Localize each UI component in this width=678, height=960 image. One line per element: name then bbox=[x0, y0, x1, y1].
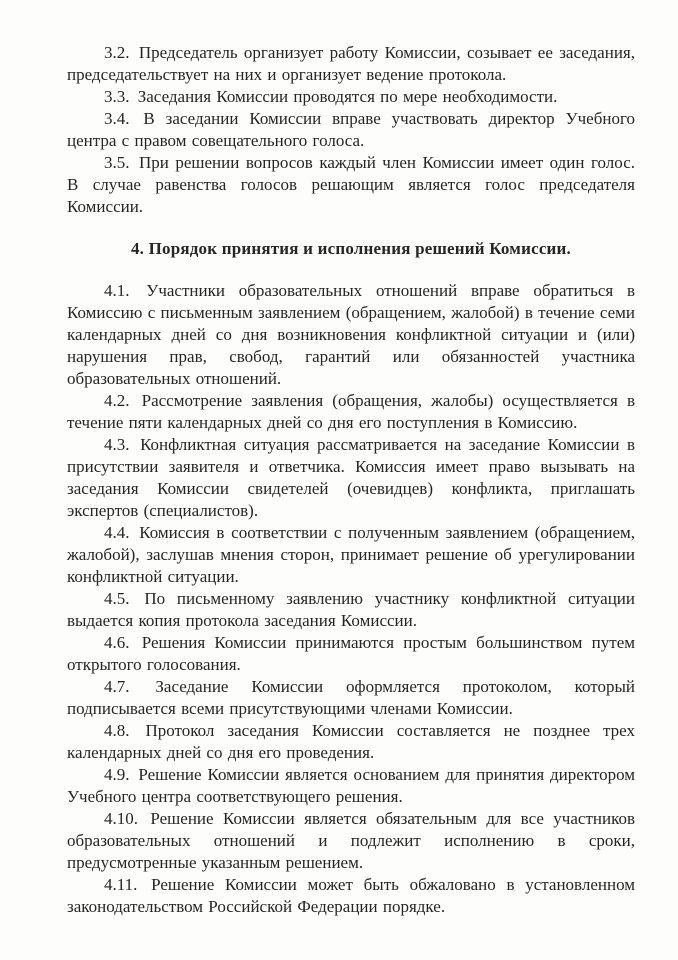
paragraph-text: Председатель организует работу Комиссии, созывает ее заседания, председательствует на них и организует ведение протокола. bbox=[67, 43, 635, 84]
paragraph-3-5 bbox=[67, 152, 635, 218]
paragraph-number: 3.2. bbox=[104, 43, 130, 62]
paragraph-text: По письменному заявлению участнику конфликтной ситуации выдается копия протокола заседания Комиссии. bbox=[67, 589, 635, 630]
paragraph-number: 4.3. bbox=[104, 435, 130, 454]
paragraph-text: Заседание Комиссии оформляется протоколом, который подписывается всеми присутствующими членами Комиссии. bbox=[67, 677, 636, 718]
paragraph-number: 4.4. bbox=[104, 523, 130, 542]
paragraph-number: 4.8. bbox=[104, 721, 130, 740]
paragraph-number: 4.11. bbox=[104, 875, 138, 894]
paragraph-4-5 bbox=[67, 588, 635, 632]
paragraph-3-2 bbox=[67, 42, 635, 86]
paragraph-number: 4.9. bbox=[104, 765, 130, 784]
paragraph-text: Рассмотрение заявления (обращения, жалобы) осуществляется в течение пяти календарных дней со дня его поступления в Комиссию. bbox=[67, 391, 635, 432]
paragraph-3-3 bbox=[67, 86, 635, 108]
paragraph-number: 3.3. bbox=[104, 87, 130, 106]
paragraph-number: 4.5. bbox=[104, 589, 130, 608]
paragraph-4-4 bbox=[67, 522, 635, 588]
paragraph-number: 4.2. bbox=[104, 391, 130, 410]
paragraph-text: Участники образовательных отношений вправе обратиться в Комиссию с письменным заявлением (обращением, жалобой) в течение семи календарных дней со дня возникновения конфликтной ситуации и (или) нарушения прав, свобод, гарантий или обязанностей участника образовательных отношений. bbox=[67, 281, 635, 388]
paragraph-text: При решении вопросов каждый член Комиссии имеет один голос. В случае равенства голосов решающим является голос председателя Комиссии. bbox=[67, 153, 636, 216]
paragraph-number: 3.4. bbox=[104, 109, 130, 128]
paragraph-4-3 bbox=[67, 434, 635, 522]
paragraph-4-11 bbox=[67, 874, 635, 918]
paragraph-text: Конфликтная ситуация рассматривается на заседание Комиссии в присутствии заявителя и ответчика. Комиссия имеет право вызывать на заседания Комиссии свидетелей (очевидцев) конфликта, приглашать экспертов (специалистов). bbox=[67, 435, 636, 520]
paragraph-4-10 bbox=[67, 808, 635, 874]
paragraph-text: Комиссия в соответствии с полученным заявлением (обращением, жалобой), заслушав мнения сторон, принимает решение об урегулировании конфликтной ситуации. bbox=[67, 523, 636, 586]
paragraph-number: 4.1. bbox=[104, 281, 130, 300]
paragraph-text: Заседания Комиссии проводятся по мере необходимости. bbox=[137, 87, 558, 106]
paragraph-4-6 bbox=[67, 632, 635, 676]
section-4-heading: 4. Порядок принятия и исполнения решений Комиссии. bbox=[130, 239, 571, 258]
paragraph-4-1 bbox=[67, 280, 635, 390]
paragraph-4-8 bbox=[67, 720, 635, 764]
paragraph-text: Решения Комиссии принимаются простым большинством путем открытого голосования. bbox=[67, 633, 635, 674]
paragraph-number: 4.6. bbox=[104, 633, 130, 652]
paragraph-text: Решение Комиссии может быть обжаловано в установленном законодательством Российской Федерации порядке. bbox=[67, 875, 635, 916]
paragraph-4-9 bbox=[67, 764, 635, 808]
paragraph-text: Решение Комиссии является основанием для принятия директором Учебного центра соответствующего решения. bbox=[67, 765, 636, 806]
paragraph-text: Протокол заседания Комиссии составляется не позднее трех календарных дней со дня его проведения. bbox=[67, 721, 636, 762]
paragraph-text: В заседании Комиссии вправе участвовать директор Учебного центра с правом совещательного голоса. bbox=[67, 109, 635, 150]
paragraph-4-2 bbox=[67, 390, 635, 434]
paragraph-3-4 bbox=[67, 108, 635, 152]
paragraph-number: 4.10. bbox=[104, 809, 138, 828]
paragraph-number: 4.7. bbox=[104, 677, 130, 696]
paragraph-4-7 bbox=[67, 676, 635, 720]
paragraph-text: Решение Комиссии является обязательным для все участников образовательных отношений и подлежит исполнению в сроки, предусмотренные указанным решением. bbox=[67, 809, 635, 872]
paragraph-number: 3.5. bbox=[104, 153, 130, 172]
